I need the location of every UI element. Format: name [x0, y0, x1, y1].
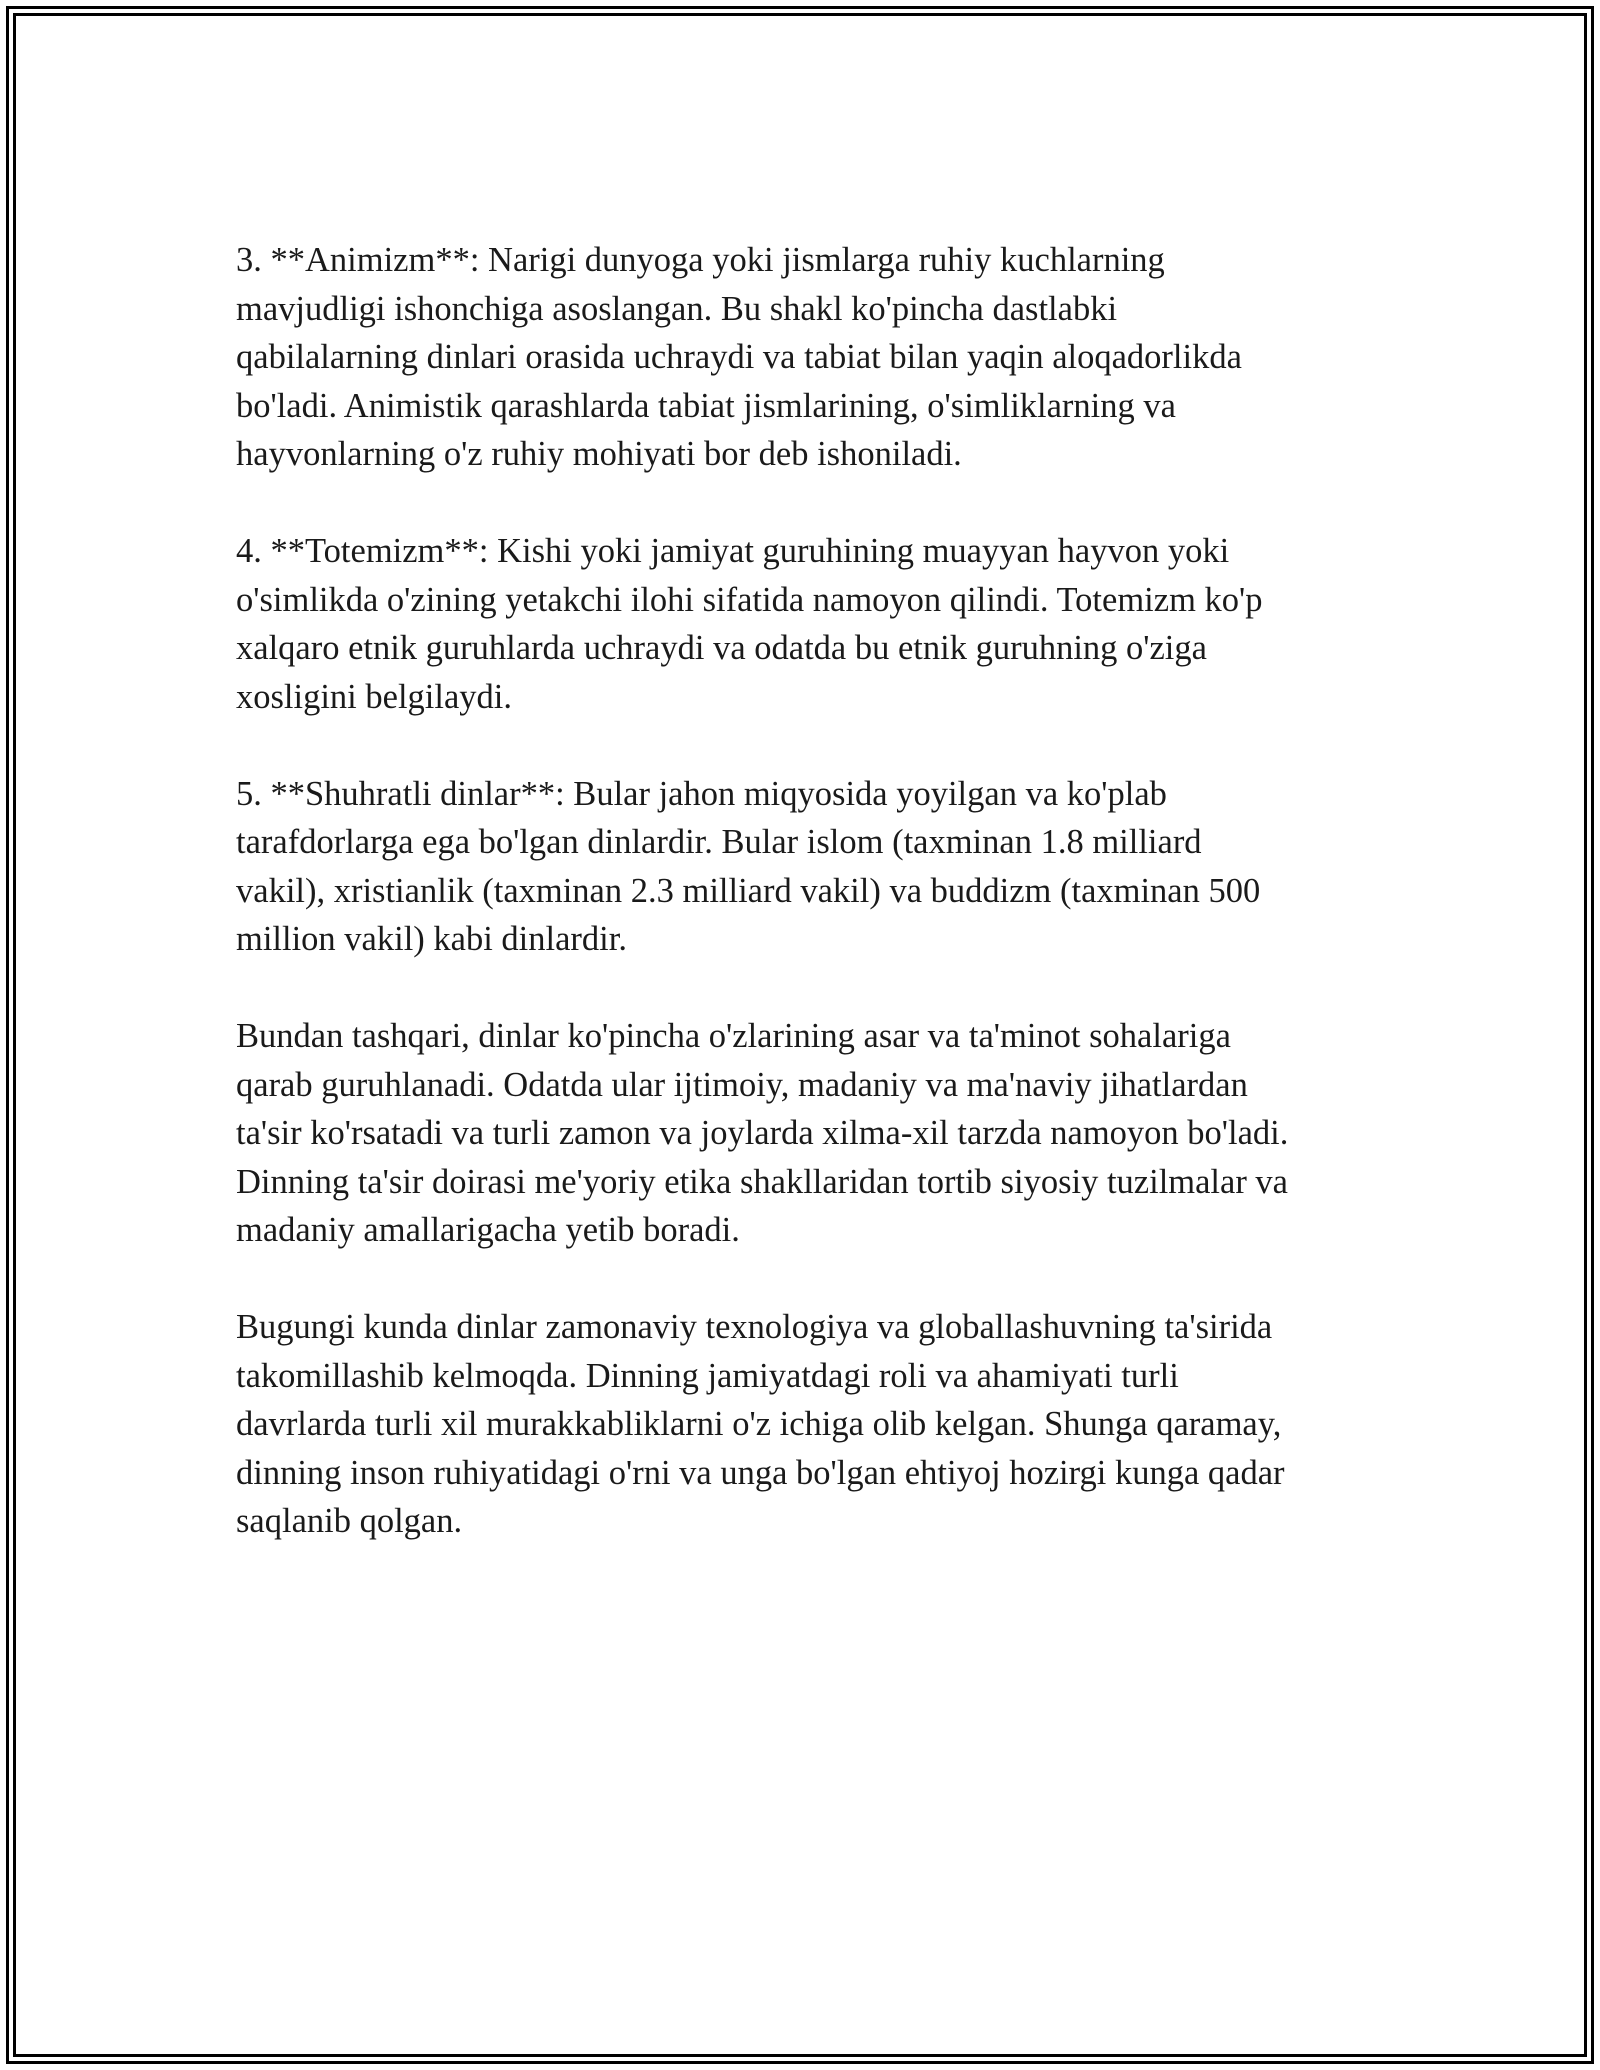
paragraph-totemizm: 4. **Totemizm**: Kishi yoki jamiyat guruhining muayyan hayvon yoki o'simlikda o'zining yetakchi ilohi sifatida namoyon qilindi. Totemizm ko'p xalqaro etnik guruhlarda uchraydi va odatda bu etnik guruhning o'ziga xosligini belgilaydi.: [236, 532, 1263, 716]
paragraph-bundan-tashqari: Bundan tashqari, dinlar ko'pincha o'zlarining asar va ta'minot sohalariga qarab guruhlanadi. Odatda ular ijtimoiy, madaniy va ma'naviy jihatlardan ta'sir ko'rsatadi va turli zamon va joylarda xilma-xil tarzda namoyon bo'ladi. Dinning ta'sir doirasi me'yoriy etika shakllaridan tortib siyosiy tuzilmalar va madaniy amallarigacha yetib boradi.: [236, 1017, 1289, 1249]
paragraph-shuhratli-dinlar: 5. **Shuhratli dinlar**: Bular jahon miqyosida yoyilgan va ko'plab tarafdorlarga ega bo'lgan dinlardir. Bular islom (taxminan 1.8 milliard vakil), xristianlik (taxminan 2.3 milliard vakil) va buddizm (taxminan 500 million vakil) kabi dinlardir.: [236, 774, 1261, 958]
paragraph-animizm: 3. **Animizm**: Narigi dunyoga yoki jismlarga ruhiy kuchlarning mavjudligi ishonchiga asoslangan. Bu shakl ko'pincha dastlabki qabilalarning dinlari orasida uchraydi va tabiat bilan yaqin aloqadorlikda bo'ladi. Animistik qarashlarda tabiat jismlarining, o'simliklarning va hayvonlarning o'z ruhiy mohiyati bor deb ishoniladi.: [236, 241, 1242, 473]
document-body: [236, 236, 1366, 1594]
paragraph-bugungi-kunda: Bugungi kunda dinlar zamonaviy texnologiya va globallashuvning ta'sirida takomillashib kelmoqda. Dinning jamiyatdagi roli va ahamiyati turli davrlarda turli xil murakkabliklarni o'z ichiga olib kelgan. Shunga qaramay, dinning inson ruhiyatidagi o'rni va unga bo'lgan ehtiyoj hozirgi kunga qadar saqlanib qolgan.: [236, 1308, 1285, 1540]
